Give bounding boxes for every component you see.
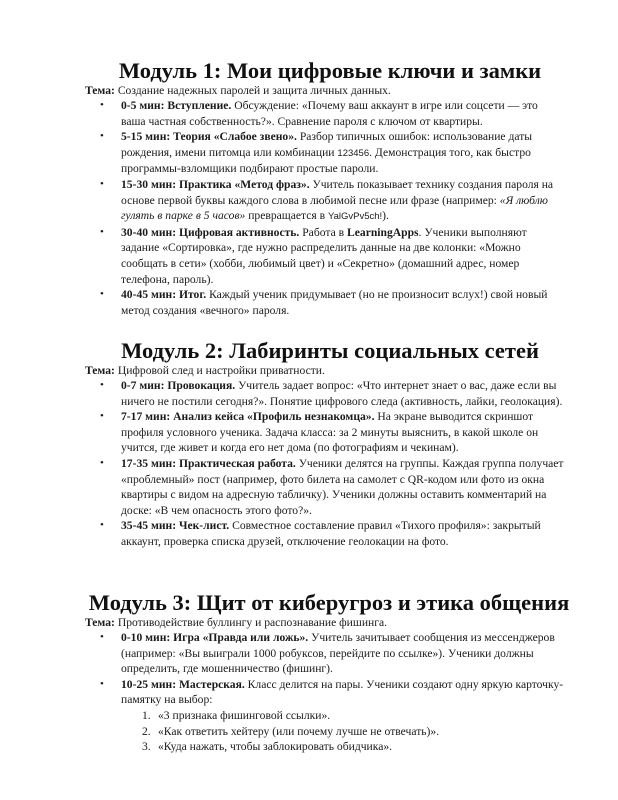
item-lead: 0-10 мин: Игра «Правда или ложь». (121, 631, 309, 644)
item-code: 123456 (337, 147, 370, 159)
item-text: Каждый ученик придумывает (но не произносит вслух!) свой новый метод создания «вечного» пароля. (121, 288, 548, 317)
module-2-list (85, 378, 565, 550)
list-item (85, 225, 565, 287)
item-lead: 15-30 мин: Практика «Метод фраз». (121, 177, 310, 191)
module-3-list (85, 630, 565, 755)
list-item (85, 630, 565, 677)
item-text: Совместное составление правил «Тихого профиля»: закрытый аккаунт, проверка списка друзей, отключение геолокации на фото. (121, 519, 541, 548)
item-text: . Ученики выполняют задание «Сортировка», где нужно распределить данные на две колонки: «Можно сообщать в сети» (хобби, любимый цвет) и «Секретно» (домашний адрес, номер телефона, пароль). (121, 225, 527, 286)
numbered-sublist (121, 708, 565, 755)
sublist-item (121, 739, 565, 755)
item-text: Учитель задает вопрос: «Что интернет знает о вас, даже если вы ничего не постили сегодня?». Понятие цифрового следа (активность, лайки, геолокация). (121, 379, 563, 408)
bullet-icon: • (100, 631, 104, 643)
list-item (85, 456, 565, 518)
item-text: На экране выводится скриншот профиля условного ученика. Задача класса: за 2 минуты выяснить, в какой школе он учится, где живет и когда его нет дома (по фотографиям и чекинам). (121, 410, 539, 455)
item-text: Учитель зачитывает сообщения из мессенджеров (например: «Вы выиграли 1000 робуксов, перейдите по ссылке»). Ученики должны определить, где мошенничество (фишинг). (121, 631, 555, 676)
item-number: 1. (142, 708, 151, 722)
item-text: Обсуждение: «Почему ваш аккаунт в игре или соцсети — это ваша частная собственность?». Сравнение пароля с ключом от квартиры. (121, 99, 538, 128)
module-2-topic (85, 364, 565, 378)
module-3-topic (85, 616, 565, 630)
module-1-title: Модуль 1: Мои цифровые ключи и замки (118, 58, 542, 83)
list-item (85, 409, 565, 456)
subitem-text: «3 признака фишинговой ссылки». (158, 708, 331, 722)
sublist-item (121, 708, 565, 724)
item-lead: 35-45 мин: Чек-лист. (121, 519, 230, 533)
item-text: превращается в (248, 209, 326, 223)
item-lead: 10-25 мин: Мастерская. (121, 677, 245, 691)
list-item (85, 677, 565, 755)
bullet-icon: • (100, 410, 104, 423)
module-1-list (85, 98, 565, 318)
topic-label: Тема: (85, 616, 115, 629)
item-lead: 17-35 мин: Практическая работа. (121, 456, 296, 470)
bullet-icon: • (100, 99, 104, 111)
item-bold: LearningApps (347, 225, 419, 239)
item-text: Класс делится на пары. Ученики создают одну яркую карточку-памятку на выбор: (121, 677, 564, 707)
bullet-icon: • (100, 677, 104, 690)
topic-text: Противодействие буллингу и распознавание фишинга. (117, 616, 388, 629)
module-2-title: Модуль 2: Лабиринты социальных сетей (121, 338, 539, 363)
item-lead: 0-7 мин: Провокация. (121, 379, 236, 392)
item-text: ). (382, 209, 389, 223)
bullet-icon: • (100, 288, 104, 301)
bullet-icon: • (100, 177, 104, 190)
bullet-icon: • (100, 379, 104, 391)
module-3-title: Модуль 3: Щит от киберугроз и этика общения (88, 590, 570, 615)
list-item (85, 378, 565, 409)
item-code: YalGvPv5ch! (327, 211, 383, 223)
item-text: Ученики делятся на группы. Каждая группа получает «проблемный» пост (например, фото билета на самолет с QR-кодом или фото из окна квартиры с видом на адресную табличку). Ученики должны оставить комментарий на доске: «В чем опасность этого фото?». (121, 456, 564, 517)
module-2 (85, 338, 565, 550)
item-lead: 5-15 мин: Теория «Слабое звено». (121, 130, 297, 144)
item-text: Учитель показывает технику создания пароля на основе первой буквы каждого слова в любимой песне или фразе (например: (121, 177, 554, 207)
list-item (85, 518, 565, 549)
item-text: . Демонстрация того, как быстро программы-взломщики подбирают простые пароли. (121, 145, 531, 176)
item-lead: 40-45 мин: Итог. (121, 288, 207, 302)
bullet-icon: • (100, 225, 104, 238)
item-number: 2. (142, 724, 151, 738)
module-3 (85, 590, 570, 755)
item-italic: «Я люблю гулять в парке в 5 часов» (121, 193, 548, 223)
list-item (85, 129, 565, 177)
list-item (85, 287, 565, 318)
list-item (85, 177, 565, 225)
item-lead: 30-40 мин: Цифровая активность. (121, 225, 300, 239)
sublist-item (121, 724, 565, 740)
module-1 (85, 58, 565, 318)
bullet-icon: • (100, 130, 104, 143)
bullet-icon: • (100, 456, 104, 469)
module-1-topic (85, 84, 565, 98)
list-item (85, 98, 565, 129)
item-lead: 7-17 мин: Анализ кейса «Профиль незнакомца». (121, 410, 375, 424)
topic-text: Создание надежных паролей и защита личных данных. (117, 84, 391, 97)
topic-text: Цифровой след и настройки приватности. (117, 364, 325, 377)
topic-label: Тема: (85, 84, 115, 97)
subitem-text: «Куда нажать, чтобы заблокировать обидчика». (158, 740, 393, 754)
topic-label: Тема: (85, 364, 115, 377)
item-number: 3. (142, 740, 151, 754)
item-text: Разбор типичных ошибок: использование даты рождения, имени питомца или комбинации (121, 130, 533, 159)
item-lead: 0-5 мин: Вступление. (121, 99, 232, 112)
subitem-text: «Как ответить хейтеру (или почему лучше не отвечать)». (158, 724, 440, 738)
bullet-icon: • (100, 519, 104, 532)
item-text: Работа в (302, 225, 345, 239)
